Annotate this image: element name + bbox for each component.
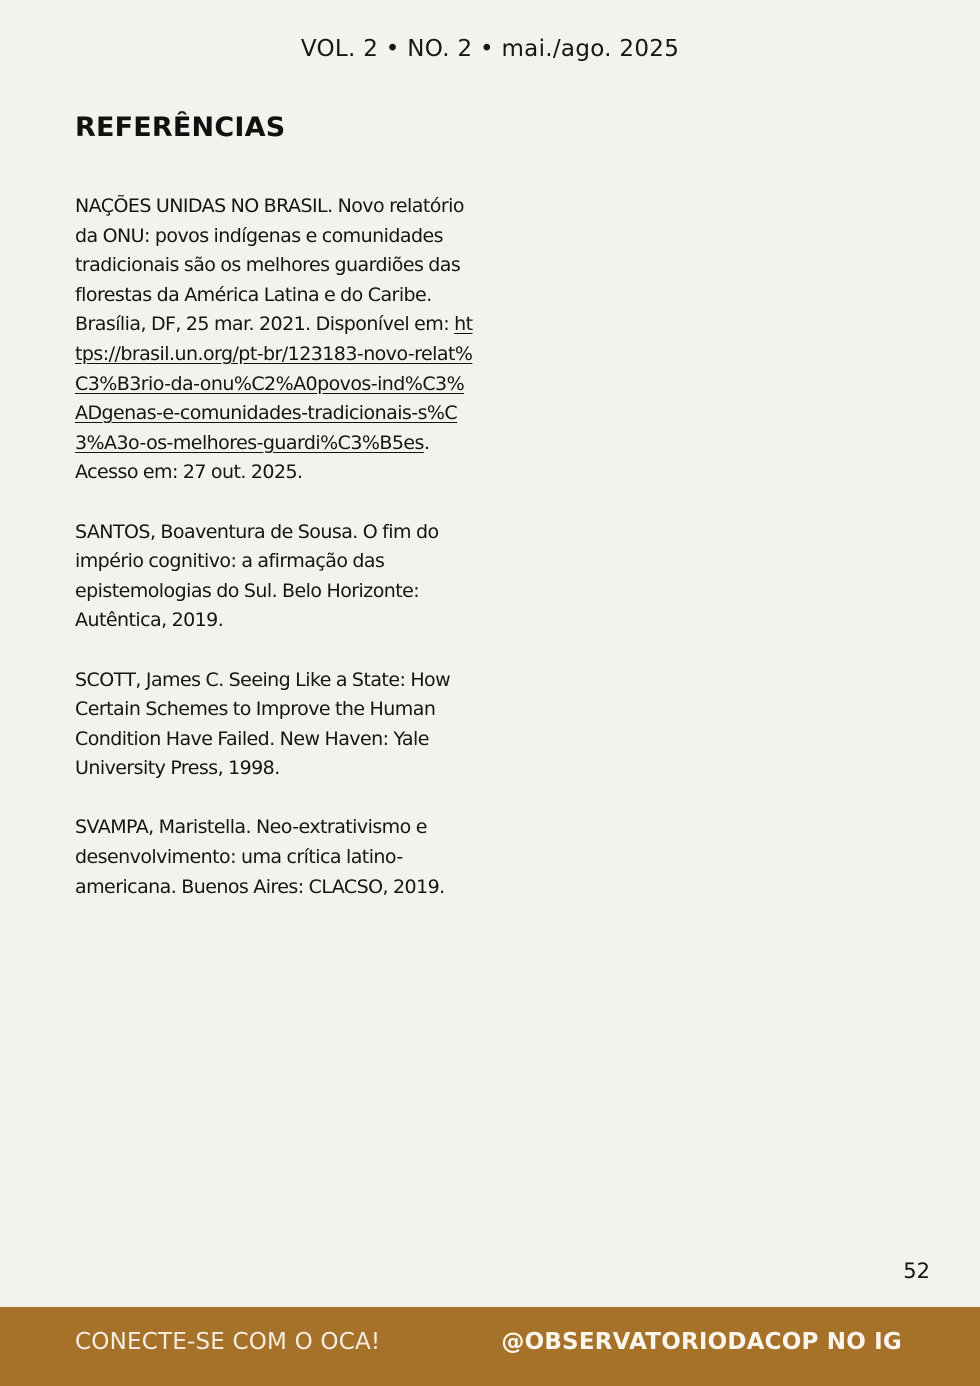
reference-link[interactable]: https://brasil.un.org/pt-br/123183-novo-relat%C3%B3rio-da-onu%C2%A0povos-ind%C3%ADgenas-e-comunidades-tradicionais-s%C3%A3o-os-melhores-guardi%C3%B5es	[75, 313, 473, 454]
reference-list	[75, 192, 475, 932]
reference-santos: SANTOS, Boaventura de Sousa. O fim do império cognitivo: a afirmação das epistemologias do Sul. Belo Horizonte: Autêntica, 2019.	[75, 520, 439, 632]
page-number: 52	[903, 1259, 930, 1283]
reference-nacoes-unidas	[75, 192, 475, 488]
footer-connect-text: CONECTE-SE COM O OCA!	[75, 1329, 381, 1355]
footer-bar	[0, 1307, 980, 1386]
reference-access-date: . Acesso em: 27 out. 2025.	[75, 431, 430, 484]
footer-instagram-handle: @OBSERVATORIODACOP NO IG	[501, 1329, 902, 1355]
section-title: REFERÊNCIAS	[75, 112, 286, 143]
running-header: VOL. 2 • NO. 2 • mai./ago. 2025	[300, 36, 680, 62]
reference-text: NAÇÕES UNIDAS NO BRASIL. Novo relatório da ONU: povos indígenas e comunidades tradicionais são os melhores guardiões das florestas da América Latina e do Caribe. Brasília, DF, 25 mar. 2021. Disponível em:	[75, 195, 464, 336]
reference-svampa: SVAMPA, Maristella. Neo-extrativismo e desenvolvimento: uma crítica latino-americana. Buenos Aires: CLACSO, 2019.	[75, 816, 445, 898]
reference-scott: SCOTT, James C. Seeing Like a State: How Certain Schemes to Improve the Human Condition Have Failed. New Haven: Yale University Press, 1998.	[75, 668, 451, 780]
